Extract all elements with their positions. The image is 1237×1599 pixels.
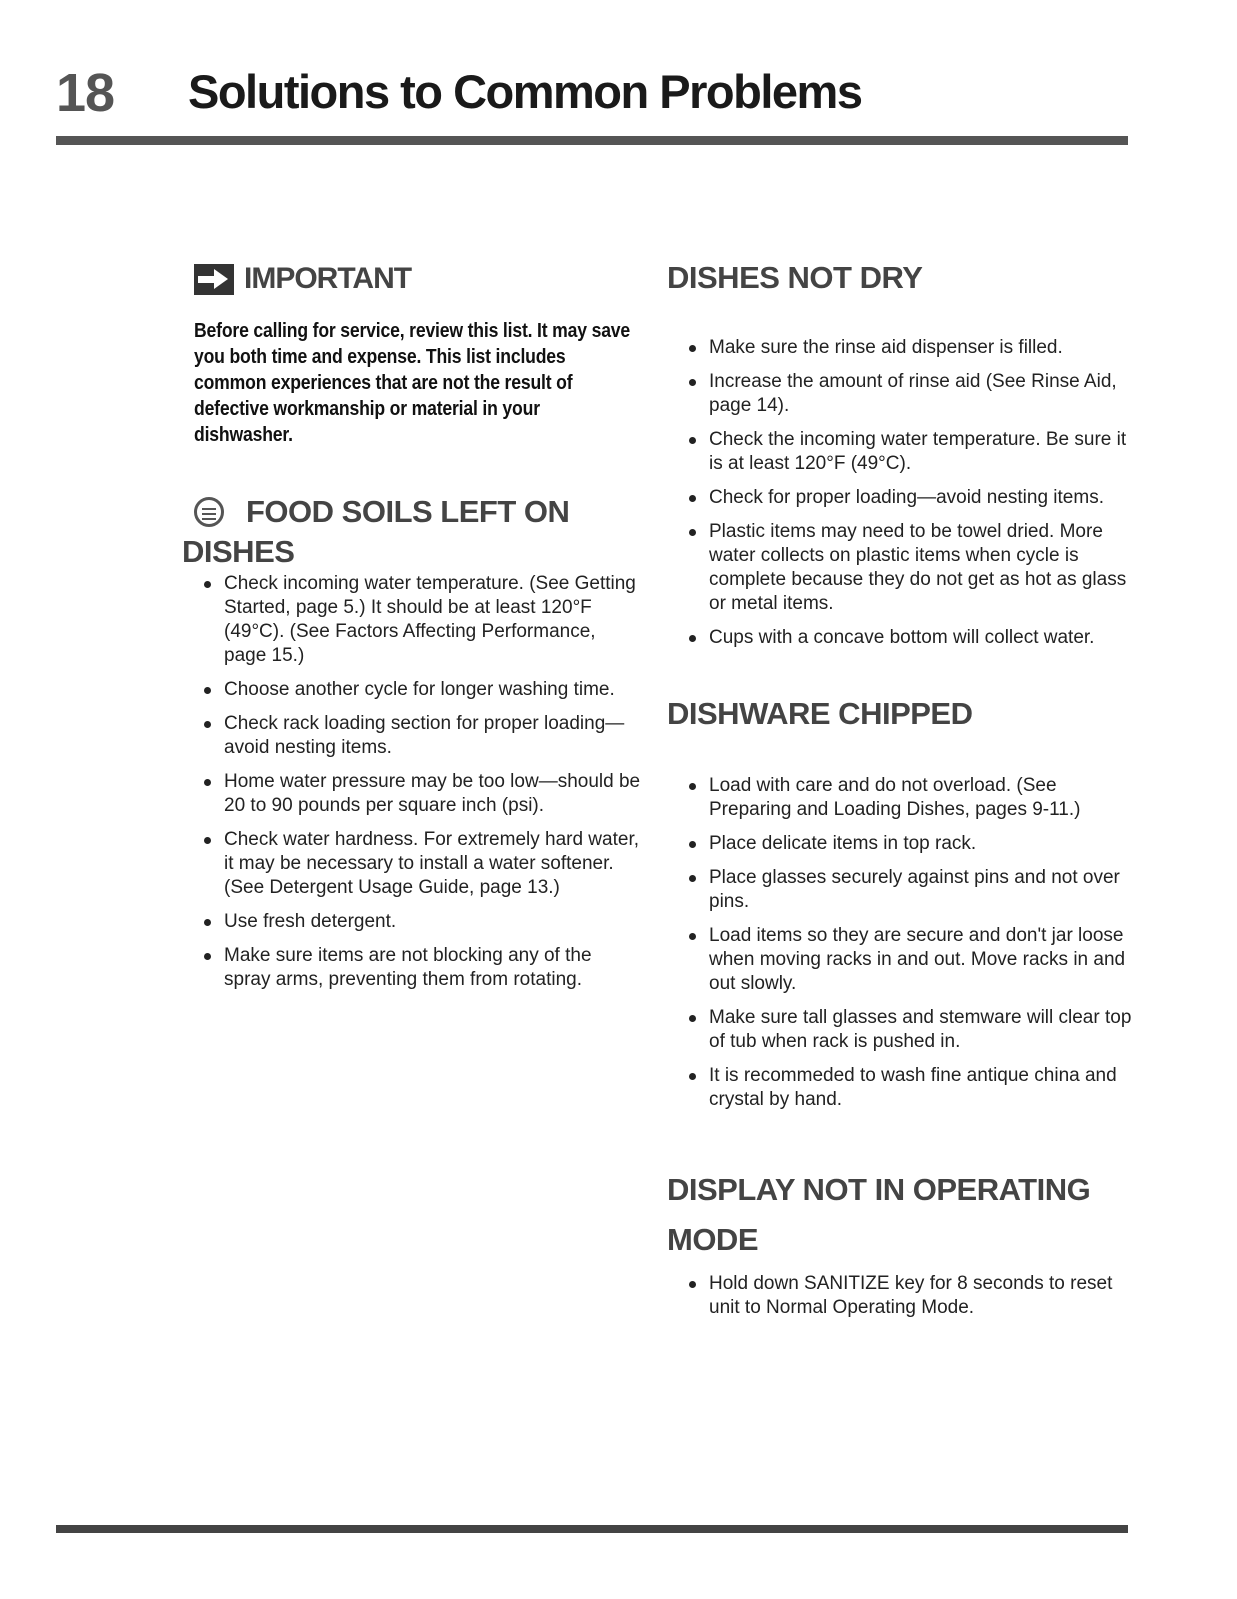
list-item: Check water hardness. For extremely hard water, it may be necessary to install a water softener. (See Detergent Usage Guide, page 13.)	[182, 828, 642, 900]
important-heading	[194, 262, 642, 296]
right-column	[667, 258, 1137, 1330]
bullet-icon	[689, 1281, 696, 1288]
bullet-icon	[204, 837, 211, 844]
top-rule	[56, 136, 1128, 145]
list-item: It is recommeded to wash fine antique china and crystal by hand.	[667, 1064, 1137, 1112]
bullet-icon	[689, 495, 696, 502]
bullet-icon	[689, 379, 696, 386]
bottom-rule	[56, 1525, 1128, 1533]
arrow-box-icon	[194, 264, 234, 295]
list-item: Check rack loading section for proper loading—avoid nesting items.	[182, 712, 642, 760]
list-item: Choose another cycle for longer washing time.	[182, 678, 642, 702]
list-item: Place glasses securely against pins and not over pins.	[667, 866, 1137, 914]
page-number: 18	[56, 63, 115, 123]
important-title: IMPORTANT	[244, 262, 412, 295]
bullet-icon	[689, 1015, 696, 1022]
food-soils-title-line2: DISHES	[182, 534, 295, 569]
list-item: Place delicate items in top rack.	[667, 832, 1137, 856]
bullet-icon	[689, 875, 696, 882]
list-item: Make sure items are not blocking any of the spray arms, preventing them from rotating.	[182, 944, 642, 992]
bullet-icon	[204, 687, 211, 694]
bullet-icon	[204, 779, 211, 786]
bullet-icon	[204, 919, 211, 926]
display-mode-title-line1: DISPLAY NOT IN OPERATING	[667, 1172, 1091, 1207]
list-item: Load items so they are secure and don't jar loose when moving racks in and out. Move racks in and out slowly.	[667, 924, 1137, 996]
bullet-icon	[689, 635, 696, 642]
dishware-chipped-list	[667, 774, 1137, 1112]
food-soils-title-line1: FOOD SOILS LEFT ON	[246, 494, 570, 529]
bullet-icon	[689, 933, 696, 940]
list-item: Load with care and do not overload. (See Preparing and Loading Dishes, pages 9-11.)	[667, 774, 1137, 822]
bullet-icon	[689, 841, 696, 848]
bullet-icon	[204, 953, 211, 960]
display-mode-title-line2: MODE	[667, 1222, 758, 1257]
bullet-icon	[204, 581, 211, 588]
list-item: Make sure the rinse aid dispenser is filled.	[667, 336, 1137, 360]
bullet-icon	[689, 437, 696, 444]
list-item: Plastic items may need to be towel dried. More water collects on plastic items when cycle is complete because they do not get as hot as glass or metal items.	[667, 520, 1137, 616]
bullet-icon	[204, 721, 211, 728]
food-soils-heading	[182, 492, 642, 572]
dishes-not-dry-heading: DISHES NOT DRY	[667, 260, 923, 295]
list-item: Check incoming water temperature. (See Getting Started, page 5.) It should be at least 120°F (49°C). (See Factors Affecting Performance, page 15.)	[182, 572, 642, 668]
display-mode-heading	[667, 1170, 1137, 1260]
bullet-icon	[689, 1073, 696, 1080]
list-item: Hold down SANITIZE key for 8 seconds to reset unit to Normal Operating Mode.	[667, 1272, 1137, 1320]
dishes-not-dry-list	[667, 336, 1137, 650]
bullet-icon	[689, 783, 696, 790]
list-item: Check for proper loading—avoid nesting items.	[667, 486, 1137, 510]
list-item: Cups with a concave bottom will collect water.	[667, 626, 1137, 650]
list-item: Make sure tall glasses and stemware will clear top of tub when rack is pushed in.	[667, 1006, 1137, 1054]
list-item: Use fresh detergent.	[182, 910, 642, 934]
display-mode-list	[667, 1272, 1137, 1320]
important-body: Before calling for service, review this list. It may save you both time and expense. This list includes common experiences that are not the result of defective workmanship or material in your dishwasher.	[194, 320, 631, 446]
bullet-icon	[689, 345, 696, 352]
left-column	[182, 262, 642, 1002]
list-item: Increase the amount of rinse aid (See Rinse Aid, page 14).	[667, 370, 1137, 418]
bullet-icon	[689, 529, 696, 536]
page-title: Solutions to Common Problems	[188, 65, 862, 118]
list-item: Check the incoming water temperature. Be sure it is at least 120°F (49°C).	[667, 428, 1137, 476]
food-soils-list	[182, 572, 642, 992]
plate-icon	[194, 497, 224, 527]
dishware-chipped-heading: DISHWARE CHIPPED	[667, 696, 973, 731]
list-item: Home water pressure may be too low—should be 20 to 90 pounds per square inch (psi).	[182, 770, 642, 818]
